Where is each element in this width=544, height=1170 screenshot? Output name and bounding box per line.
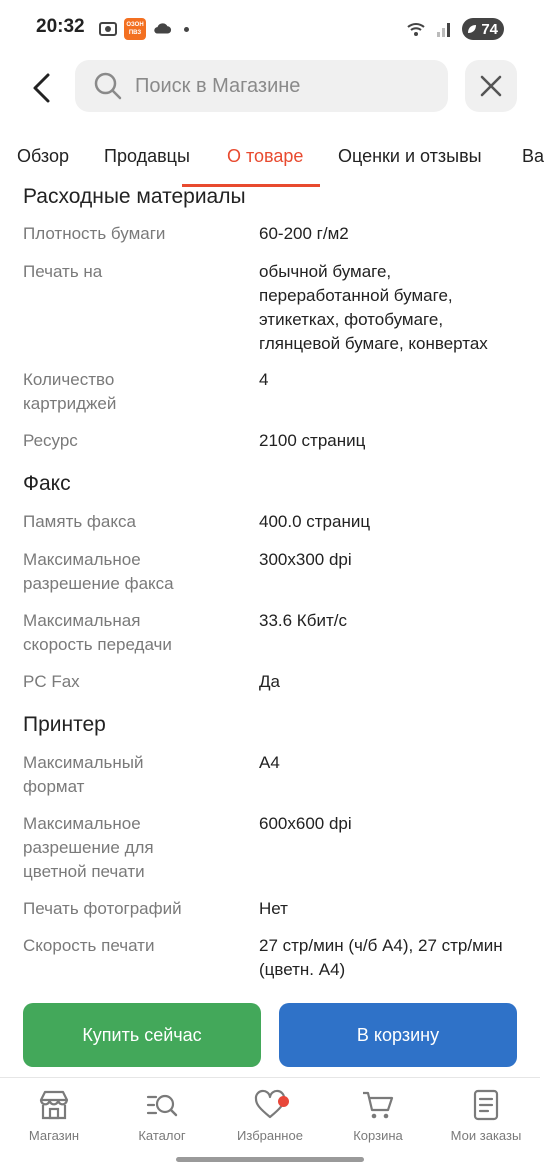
spec-label: Максимальный формат	[23, 753, 144, 796]
battery-icon	[462, 18, 504, 40]
spec-value: 4	[259, 370, 269, 389]
tab-overview[interactable]: Обзор	[17, 146, 69, 166]
spec-value: 400.0 страниц	[259, 512, 371, 531]
cloud-icon	[152, 19, 172, 39]
spec-value: 60-200 г/м2	[259, 224, 349, 243]
store-icon	[37, 1088, 71, 1122]
screen-record-icon	[98, 19, 118, 39]
nav-item-catalog[interactable]	[112, 1088, 212, 1143]
nav-item-favorites[interactable]	[220, 1088, 320, 1143]
buy-now-button[interactable]: Купить сейчас	[23, 1003, 261, 1067]
spec-label: Память факса	[23, 512, 136, 531]
wifi-icon	[406, 19, 426, 39]
spec-value: 300x300 dpi	[259, 550, 352, 569]
orders-icon	[469, 1088, 503, 1122]
catalog-search-icon	[145, 1088, 179, 1122]
spec-label: PC Fax	[23, 672, 80, 691]
chevron-left-icon	[30, 72, 54, 104]
spec-label: Печать фотографий	[23, 899, 182, 918]
status-bar	[0, 0, 540, 60]
search-header	[0, 60, 540, 116]
cart-icon	[361, 1088, 395, 1122]
section-title-consumables: Расходные материалы	[23, 185, 246, 208]
tab-reviews[interactable]: Оценки и отзывы	[338, 146, 482, 166]
favorites-badge-dot	[278, 1096, 289, 1107]
add-to-cart-button[interactable]: В корзину	[279, 1003, 517, 1067]
home-indicator[interactable]	[176, 1157, 364, 1162]
search-input[interactable]	[135, 75, 425, 98]
product-tabs	[0, 136, 544, 186]
nav-label: Избранное	[237, 1128, 303, 1143]
nav-item-store[interactable]	[4, 1088, 104, 1143]
spec-label: Печать на	[23, 262, 103, 281]
spec-value: 27 стр/мин (ч/б А4), 27 стр/мин (цветн. А4)	[259, 936, 503, 979]
action-buttons	[0, 1003, 540, 1067]
spec-value: Нет	[259, 899, 288, 918]
notification-dot-icon	[184, 27, 189, 32]
spec-label: Максимальная скорость передачи	[23, 611, 172, 654]
spec-label: Максимальное разрешение факса	[23, 550, 174, 593]
status-icons-left	[98, 18, 189, 40]
spec-label: Плотность бумаги	[23, 224, 166, 243]
nav-label: Мои заказы	[450, 1128, 522, 1143]
status-icons-right	[406, 18, 504, 40]
search-icon	[93, 71, 123, 101]
spec-value: обычной бумаге, переработанной бумаге, этикетках, фотобумаге, глянцевой бумаге, конвертах	[259, 262, 488, 353]
tab-sellers[interactable]: Продавцы	[104, 146, 190, 166]
spec-label: Ресурс	[23, 431, 78, 450]
bottom-nav	[0, 1077, 540, 1170]
spec-value: 2100 страниц	[259, 431, 366, 450]
close-icon	[479, 74, 503, 98]
section-title-fax: Факс	[23, 472, 71, 495]
product-specs	[0, 180, 540, 995]
tab-about-product[interactable]: О товаре	[227, 146, 304, 166]
nav-label: Корзина	[353, 1128, 403, 1143]
battery-level: 74	[481, 20, 498, 38]
spec-value: Да	[259, 672, 280, 691]
spec-value: 33.6 Кбит/с	[259, 611, 347, 630]
nav-label: Каталог	[138, 1128, 186, 1143]
signal-icon	[434, 19, 454, 39]
status-time: 20:32	[36, 16, 85, 37]
tab-partial[interactable]: Ва	[522, 146, 544, 166]
nav-label: Магазин	[28, 1128, 80, 1143]
spec-value: A4	[259, 753, 280, 772]
nav-item-orders[interactable]	[436, 1088, 536, 1143]
spec-label: Скорость печати	[23, 936, 155, 955]
back-button[interactable]	[20, 64, 64, 112]
spec-value: 600x600 dpi	[259, 814, 352, 833]
spec-label: Максимальное разрешение для цветной печати	[23, 814, 154, 881]
nav-item-cart[interactable]	[328, 1088, 428, 1143]
spec-label: Количество картриджей	[23, 370, 117, 413]
ozon-app-icon: ОЗОН ПВЗ	[124, 18, 146, 40]
search-box[interactable]	[75, 60, 448, 112]
section-title-printer: Принтер	[23, 713, 106, 736]
battery-leaf-icon	[466, 23, 478, 35]
close-button[interactable]	[465, 60, 517, 112]
